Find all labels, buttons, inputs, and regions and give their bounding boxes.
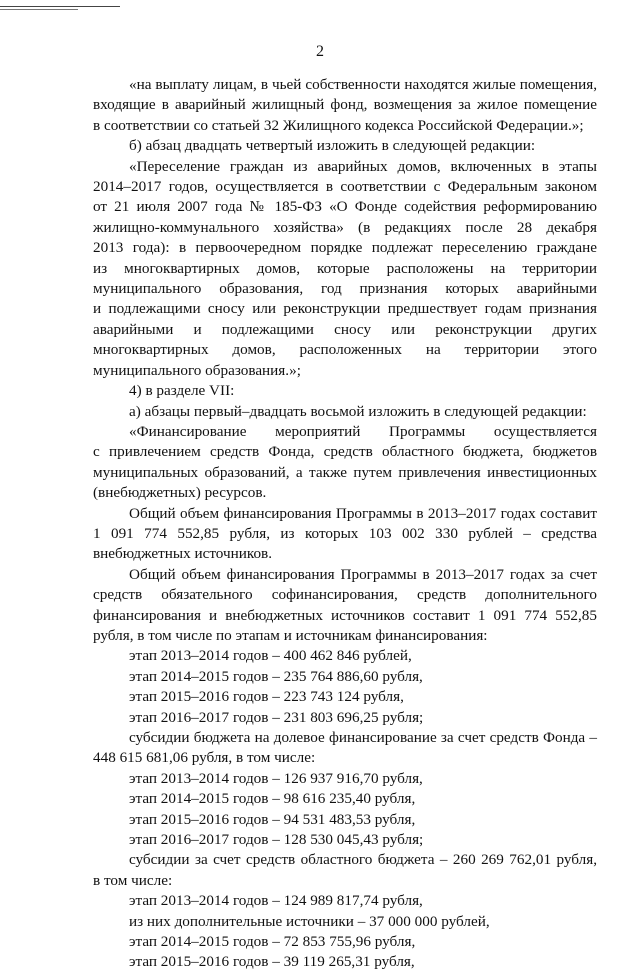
page-number: 2 — [316, 43, 324, 60]
text-line: от 21 июля 2007 года № 185-ФЗ «О Фонде содействия реформированию — [93, 198, 597, 216]
text-line: «Финансирование мероприятий Программы осуществляется — [129, 422, 597, 440]
text-line: муниципального образования, год признания которых аварийными — [93, 280, 597, 298]
text-line: рубля, в том числе по этапам и источникам финансирования: — [93, 626, 488, 644]
text-line: (внебюджетных) ресурсов. — [93, 484, 267, 502]
text-line: 448 615 681,06 рубля, в том числе: — [93, 749, 316, 767]
text-line: из многоквартирных домов, которые расположены на территории — [93, 259, 597, 277]
text-line: в соответствии со статьей 32 Жилищного кодекса Российской Федерации.»; — [93, 116, 584, 134]
text-line: этап 2014–2015 годов – 72 853 755,96 рубля, — [129, 933, 416, 951]
text-line: этап 2013–2014 годов – 124 989 817,74 рубля, — [129, 892, 423, 910]
text-line: «Переселение граждан из аварийных домов, включенных в этапы — [129, 157, 597, 175]
text-line: 2014–2017 годов, осуществляется в соответствии с Федеральным законом — [93, 178, 597, 196]
text-line: финансирования и внебюджетных источников составит 1 091 774 552,85 — [93, 606, 597, 624]
text-line: а) абзацы первый–двадцать восьмой изложить в следующей редакции: — [129, 402, 587, 420]
text-line: 2013 года): в первоочередном порядке подлежат переселению граждане — [93, 239, 597, 257]
header-rule — [0, 6, 120, 7]
text-line: субсидии за счет средств областного бюджета – 260 269 762,01 рубля, — [129, 851, 597, 869]
text-line: средств обязательного софинансирования, средств дополнительного — [93, 586, 597, 604]
text-line: этап 2015–2016 годов – 39 119 265,31 рубля, — [129, 953, 415, 971]
text-line: Общий объем финансирования Программы в 2013–2017 годах составит — [129, 504, 597, 522]
text-line: Общий объем финансирования Программы в 2013–2017 годах за счет — [129, 565, 597, 583]
text-line: жилищно-коммунального хозяйства» (в редакциях после 28 декабря — [93, 218, 597, 236]
text-line: с привлечением средств Фонда, средств областного бюджета, бюджетов — [93, 443, 597, 461]
text-line: 4) в разделе VII: — [129, 382, 235, 400]
text-line: и подлежащими сносу или реконструкции предшествует годам признания — [93, 300, 597, 318]
text-line: аварийными и подлежащими сносу или реконструкции других — [93, 320, 597, 338]
text-line: этап 2013–2014 годов – 400 462 846 рублей, — [129, 647, 412, 665]
text-line: этап 2015–2016 годов – 94 531 483,53 рубля, — [129, 810, 416, 828]
text-line: входящие в аварийный жилищный фонд, возмещения за жилое помещение — [93, 96, 597, 114]
header-rule-secondary — [0, 9, 78, 10]
document-body — [93, 75, 597, 973]
text-line: этап 2013–2014 годов – 126 937 916,70 рубля, — [129, 769, 423, 787]
text-line: в том числе: — [93, 871, 173, 889]
text-line: муниципальных образований, а также путем привлечения инвестиционных — [93, 463, 597, 481]
text-line: этап 2016–2017 годов – 128 530 045,43 рубля; — [129, 831, 424, 849]
text-line: этап 2016–2017 годов – 231 803 696,25 рубля; — [129, 708, 424, 726]
text-line: «на выплату лицам, в чьей собственности находятся жилые помещения, — [129, 76, 597, 93]
text-line: муниципального образования.»; — [93, 361, 301, 379]
text-line: субсидии бюджета на долевое финансирование за счет средств Фонда – — [129, 729, 597, 746]
text-line: этап 2014–2015 годов – 98 616 235,40 рубля, — [129, 790, 416, 808]
text-line: из них дополнительные источники – 37 000 000 рублей, — [129, 912, 490, 930]
text-line: этап 2014–2015 годов – 235 764 886,60 рубля, — [129, 667, 423, 685]
text-line: многоквартирных домов, расположенных на территории этого — [93, 341, 597, 359]
text-line: внебюджетных источников. — [93, 545, 273, 563]
text-line: этап 2015–2016 годов – 223 743 124 рубля, — [129, 688, 404, 706]
text-line: б) абзац двадцать четвертый изложить в следующей редакции: — [129, 137, 536, 155]
text-line: 1 091 774 552,85 рубля, из которых 103 002 330 рублей – средства — [93, 524, 597, 542]
